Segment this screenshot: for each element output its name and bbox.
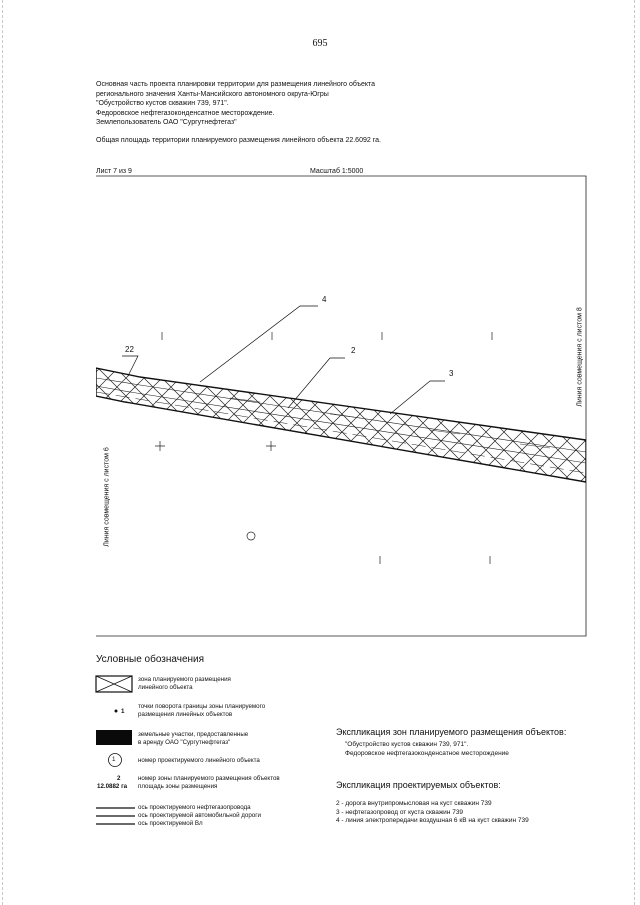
legend-zone-area: 12.0882 га xyxy=(97,783,128,790)
explication-zones-line: Федоровское нефтегазоконденсатное месторождение xyxy=(345,749,509,757)
right-match-line: Линия совмещения с листом 8 xyxy=(576,307,584,407)
grid-ticks-top xyxy=(162,332,492,340)
legend-point-text xyxy=(138,703,265,719)
left-match-line: Линия совмещения с листом 6 xyxy=(103,447,111,547)
legend-point-line: размещения линейных объектов xyxy=(138,711,233,718)
explication-object-item: 4 - линия электропередачи воздушная 6 кВ на куст скважин 739 xyxy=(336,817,529,824)
callout-4: 4 xyxy=(322,295,327,304)
legend-axis-road: ось проектируемой автомобильной дороги xyxy=(138,812,261,819)
legend-zone-number-text xyxy=(138,775,280,791)
callout-leader-4 xyxy=(200,306,318,382)
callout-leader-22 xyxy=(122,356,138,376)
explication-objects-list xyxy=(336,800,529,826)
header-line: регионального значения Ханты-Мансийского автономного округа-Югры xyxy=(96,90,329,98)
explication-object-item: 2 - дорога внутрипромысловая на куст скважин 739 xyxy=(336,800,492,807)
sheet-number: Лист 7 из 9 xyxy=(96,168,132,175)
header-line: Землепользователь ОАО "Сургутнефтегаз" xyxy=(96,119,237,126)
legend-point-line: точки поворота границы зоны планируемого xyxy=(138,703,266,710)
legend-land-text xyxy=(138,731,248,747)
legend-zone-line: линейного объекта xyxy=(138,684,193,691)
legend-zone-number-line: номер зоны планируемого размещения объектов xyxy=(138,775,280,782)
legend-zone-text xyxy=(138,676,231,692)
explication-zones-line: "Обустройство кустов скважин 739, 971". xyxy=(345,741,469,748)
legend-land-line: в аренду ОАО "Сургутнефтегаз" xyxy=(138,739,231,746)
callout-22: 22 xyxy=(125,345,134,354)
header-line: Основная часть проекта планировки территории для размещения линейного объекта xyxy=(96,81,376,88)
legend-axis-power: ось проектируемой Вл xyxy=(138,820,203,827)
map-scale: Масштаб 1:5000 xyxy=(310,168,364,175)
callout-2: 2 xyxy=(351,346,356,355)
callout-3: 3 xyxy=(449,369,454,378)
callout-leader-3 xyxy=(390,381,445,414)
explication-zones-text xyxy=(345,741,509,758)
legend-point-symbol xyxy=(115,710,118,713)
legend-circle-text: номер проектируемого линейного объекта xyxy=(138,757,260,764)
legend-land-symbol xyxy=(96,730,132,745)
legend-title: Условные обозначения xyxy=(96,654,205,665)
legend-zone-number: 2 xyxy=(117,775,121,782)
header-line: "Обустройство кустов скважин 739, 971". xyxy=(96,100,229,107)
legend-axis-pipeline: ось проектируемого нефтегазопровода xyxy=(138,804,251,811)
map-circle-marker xyxy=(247,532,255,540)
legend-point-number: 1 xyxy=(121,708,125,715)
legend-land-line: земельные участки, предоставленные xyxy=(138,731,249,738)
page-number: 695 xyxy=(312,38,328,49)
grid-crosses xyxy=(155,441,276,451)
legend-zone-number-line: площадь зоны размещения xyxy=(138,783,218,790)
explication-objects-title: Экспликация проектируемых объектов: xyxy=(336,780,501,790)
header-line: Федоровское нефтегазоконденсатное месторождение. xyxy=(96,109,275,117)
explication-zones-title: Экспликация зон планируемого размещения объектов: xyxy=(336,727,567,737)
legend-zone-line: зона планируемого размещения xyxy=(138,676,231,683)
grid-ticks-bottom xyxy=(380,556,490,564)
total-area: Общая площадь территории планируемого размещения линейного объекта 22.6092 га. xyxy=(96,137,381,144)
explication-object-item: 3 - нефтегазопровод от куста скважин 739 xyxy=(336,808,464,816)
legend-circle-number: 1 xyxy=(112,756,116,763)
